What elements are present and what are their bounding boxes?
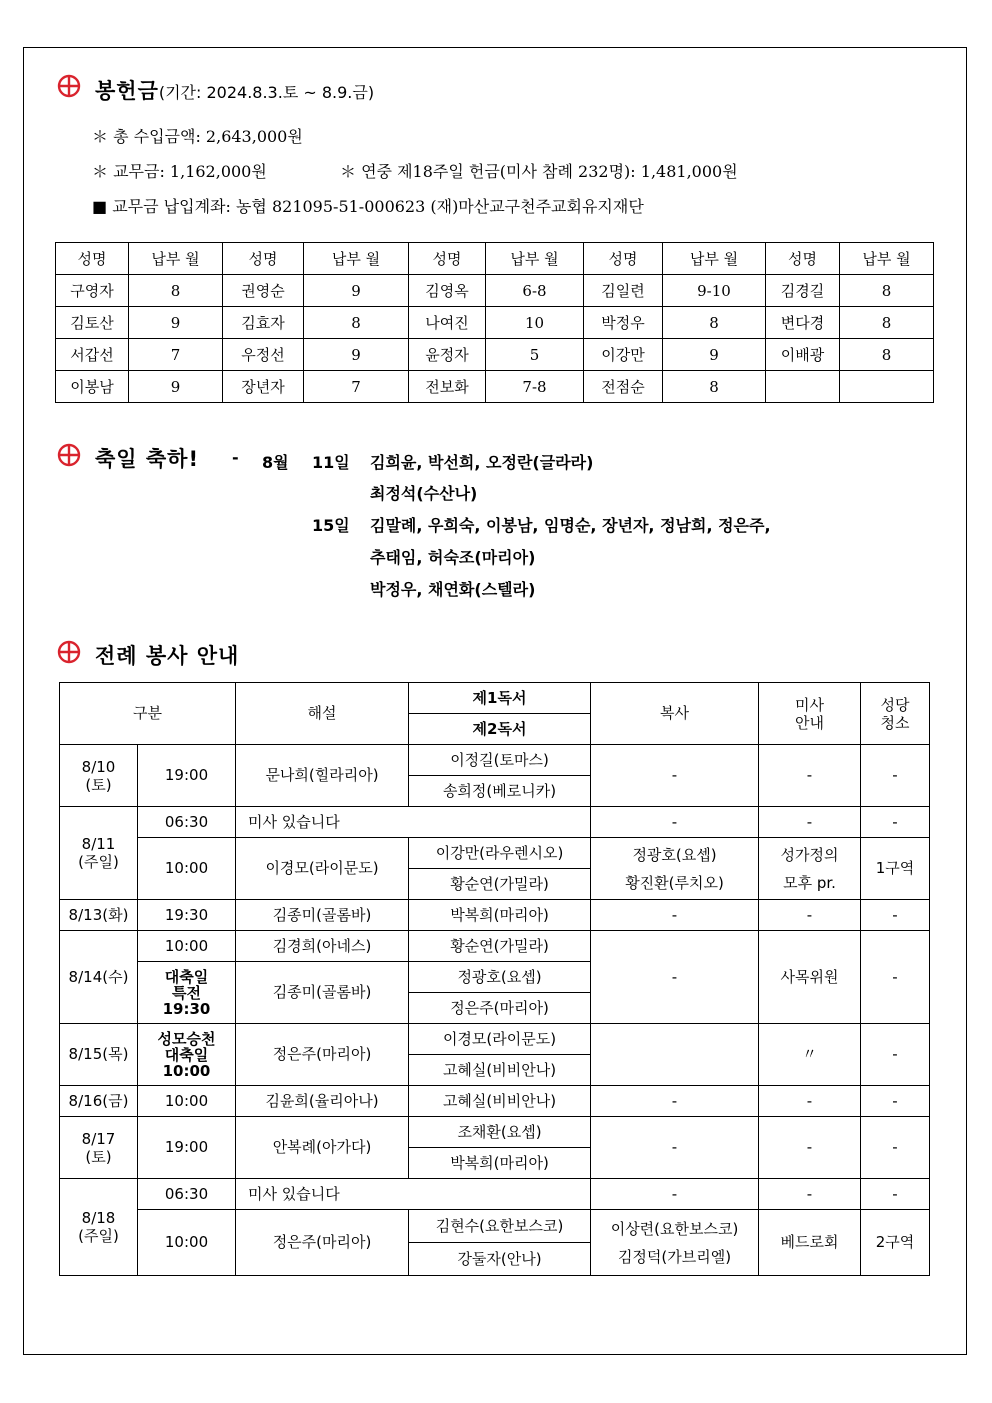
header-cell: 성명 xyxy=(223,243,304,275)
reading-cell: 이정길(토마스) xyxy=(409,745,591,776)
month-cell: 8 xyxy=(129,275,223,307)
server-cell: - xyxy=(591,745,759,807)
month-cell: 7-8 xyxy=(486,371,584,403)
name-cell: 김일련 xyxy=(584,275,663,307)
cleaning-cell: - xyxy=(861,745,930,807)
liturgy-table xyxy=(59,682,930,1276)
server-cell xyxy=(591,838,759,900)
name-cell xyxy=(766,371,840,403)
time-cell: 10:00 xyxy=(138,838,236,900)
table-row xyxy=(60,838,930,869)
feast-names: 최정석(수산나) xyxy=(370,484,478,503)
header-cell: 성명 xyxy=(409,243,486,275)
month-cell: 8 xyxy=(304,307,409,339)
date-line: 8/18 xyxy=(81,1209,116,1227)
server-cell: - xyxy=(591,807,759,838)
month-cell: 9-10 xyxy=(663,275,766,307)
table-row xyxy=(60,745,930,776)
time-cell: 10:00 xyxy=(138,1210,236,1276)
commentary-cell: 김종미(골롬바) xyxy=(236,962,409,1024)
table-row xyxy=(56,371,934,403)
header-commentary: 해설 xyxy=(236,683,409,745)
header-cell: 납부 월 xyxy=(663,243,766,275)
header-usher-l1: 미사 xyxy=(795,695,824,714)
header-cleaning-l2: 청소 xyxy=(880,713,910,732)
account-info: ■ 교무금 납입계좌: 농협 821095-51-000623 (재)마산교구천주교회유지재단 xyxy=(92,197,644,216)
usher-cell: 사목위원 xyxy=(759,931,861,1024)
table-row xyxy=(60,1117,930,1148)
name-cell: 변다경 xyxy=(766,307,840,339)
server-cell: - xyxy=(591,900,759,931)
sunday-offering: ＊ 연중 제18주일 헌금(미사 참례 232명): 1,481,000원 xyxy=(340,162,738,181)
month-cell: 8 xyxy=(840,307,934,339)
reading-cell: 고혜실(비비안나) xyxy=(409,1055,591,1086)
feast-title: 축일 축하! xyxy=(95,447,200,471)
special-line: 19:30 xyxy=(162,999,211,1018)
month-cell: 9 xyxy=(129,371,223,403)
table-row xyxy=(60,807,930,838)
month-cell: 8 xyxy=(663,307,766,339)
name-cell: 나여진 xyxy=(409,307,486,339)
reading-cell: 황순연(가밀라) xyxy=(409,931,591,962)
cleaning-cell: - xyxy=(861,900,930,931)
name-cell: 김효자 xyxy=(223,307,304,339)
name-cell: 장년자 xyxy=(223,371,304,403)
server-name: 김정덕(가브리엘) xyxy=(617,1247,732,1266)
cross-circle-icon xyxy=(57,640,81,664)
table-row xyxy=(56,339,934,371)
special-time-cell xyxy=(138,1024,236,1086)
offering-title-text: 봉헌금 xyxy=(95,79,159,103)
header-cell: 납부 월 xyxy=(304,243,409,275)
date-cell xyxy=(60,745,138,807)
dues-header-row xyxy=(56,243,934,275)
cross-circle-icon xyxy=(57,74,81,98)
liturgy-header-row xyxy=(60,683,930,714)
special-line: 대축일 xyxy=(164,1045,209,1064)
time-cell: 19:00 xyxy=(138,1117,236,1179)
server-cell: - xyxy=(591,1086,759,1117)
header-cell: 성명 xyxy=(766,243,840,275)
month-cell: 5 xyxy=(486,339,584,371)
no-mass-note: 미사 있습니다 xyxy=(236,807,591,838)
reading-cell: 고혜실(비비안나) xyxy=(409,1086,591,1117)
name-cell: 이봉남 xyxy=(56,371,129,403)
table-row xyxy=(60,931,930,962)
date-cell: 8/16(금) xyxy=(60,1086,138,1117)
header-category: 구분 xyxy=(60,683,236,745)
header-cell: 납부 월 xyxy=(486,243,584,275)
commentary-cell: 이경모(라이문도) xyxy=(236,838,409,900)
month-cell: 9 xyxy=(304,275,409,307)
server-name: 황진환(루치오) xyxy=(625,873,724,892)
time-cell: 06:30 xyxy=(138,807,236,838)
reading-cell: 황순연(가밀라) xyxy=(409,869,591,900)
date-cell xyxy=(60,807,138,900)
usher-cell: - xyxy=(759,1179,861,1210)
name-cell: 김경길 xyxy=(766,275,840,307)
usher-cell: - xyxy=(759,900,861,931)
name-cell: 박정우 xyxy=(584,307,663,339)
feast-month: 8월 xyxy=(262,453,289,472)
reading-cell: 박복희(마리아) xyxy=(409,1148,591,1179)
cleaning-cell: - xyxy=(861,1024,930,1086)
date-cell: 8/13(화) xyxy=(60,900,138,931)
name-cell: 김영옥 xyxy=(409,275,486,307)
usher-cell: - xyxy=(759,807,861,838)
table-row xyxy=(60,1210,930,1243)
total-income: ＊ 총 수입금액: 2,643,000원 xyxy=(92,127,303,146)
feast-names: 김말례, 우희숙, 이봉남, 임명순, 장년자, 정남희, 정은주, xyxy=(370,516,771,535)
date-cell xyxy=(60,1117,138,1179)
special-line: 10:00 xyxy=(162,1061,211,1080)
server-cell: - xyxy=(591,931,759,1024)
table-row xyxy=(60,1179,930,1210)
header-cleaning xyxy=(861,683,930,745)
commentary-cell: 김윤희(율리아나) xyxy=(236,1086,409,1117)
reading-cell: 박복희(마리아) xyxy=(409,900,591,931)
cleaning-cell: 1구역 xyxy=(861,838,930,900)
time-cell: 19:00 xyxy=(138,745,236,807)
dues-amount: ＊ 교무금: 1,162,000원 xyxy=(92,162,267,181)
header-usher-l2: 안내 xyxy=(795,713,824,732)
usher-line: 성가정의 xyxy=(780,845,839,864)
month-cell: 8 xyxy=(663,371,766,403)
name-cell: 구영자 xyxy=(56,275,129,307)
month-cell: 9 xyxy=(304,339,409,371)
commentary-cell: 김경희(아네스) xyxy=(236,931,409,962)
special-line: 특전 xyxy=(172,983,201,1002)
feast-day-15: 15일 xyxy=(312,516,350,535)
month-cell: 7 xyxy=(304,371,409,403)
commentary-cell: 정은주(마리아) xyxy=(236,1024,409,1086)
liturgy-title: 전례 봉사 안내 xyxy=(95,644,240,668)
usher-cell: - xyxy=(759,1086,861,1117)
date-line: 8/10 xyxy=(81,757,116,776)
cleaning-cell: - xyxy=(861,807,930,838)
no-mass-note: 미사 있습니다 xyxy=(236,1179,591,1210)
month-cell xyxy=(840,371,934,403)
name-cell: 서갑선 xyxy=(56,339,129,371)
usher-cell xyxy=(759,838,861,900)
month-cell: 9 xyxy=(663,339,766,371)
feast-names: 김희윤, 박선희, 오정란(글라라) xyxy=(370,453,594,472)
cross-circle-icon xyxy=(57,443,81,467)
feast-names: 추태임, 허숙조(마리아) xyxy=(370,548,536,567)
table-row xyxy=(56,275,934,307)
name-cell: 권영순 xyxy=(223,275,304,307)
month-cell: 8 xyxy=(840,275,934,307)
usher-cell: 〃 xyxy=(759,1024,861,1086)
month-cell: 10 xyxy=(486,307,584,339)
name-cell: 전보화 xyxy=(409,371,486,403)
header-cell: 납부 월 xyxy=(129,243,223,275)
offering-title xyxy=(95,75,374,105)
month-cell: 7 xyxy=(129,339,223,371)
header-cell: 납부 월 xyxy=(840,243,934,275)
name-cell: 김토산 xyxy=(56,307,129,339)
name-cell: 윤정자 xyxy=(409,339,486,371)
special-line: 성모승천 xyxy=(157,1029,216,1048)
cleaning-cell: - xyxy=(861,1179,930,1210)
table-row xyxy=(60,1024,930,1055)
date-line: (토) xyxy=(85,775,112,794)
reading-cell: 조채환(요셉) xyxy=(409,1117,591,1148)
commentary-cell: 문나희(힐라리아) xyxy=(236,745,409,807)
usher-cell: 베드로회 xyxy=(759,1210,861,1276)
server-name: 이상련(요한보스코) xyxy=(610,1219,739,1238)
server-cell: - xyxy=(591,1179,759,1210)
table-row xyxy=(56,307,934,339)
header-reading2: 제2독서 xyxy=(409,714,591,745)
server-cell xyxy=(591,1024,759,1086)
server-name: 정광호(요셉) xyxy=(632,845,717,864)
name-cell: 전점순 xyxy=(584,371,663,403)
time-cell: 06:30 xyxy=(138,1179,236,1210)
date-cell: 8/15(목) xyxy=(60,1024,138,1086)
reading-cell: 강둘자(안나) xyxy=(409,1243,591,1276)
reading-cell: 정은주(마리아) xyxy=(409,993,591,1024)
time-cell: 10:00 xyxy=(138,931,236,962)
feast-dash: - xyxy=(232,448,239,467)
header-reading1: 제1독서 xyxy=(409,683,591,714)
cleaning-cell: - xyxy=(861,931,930,1024)
feast-names: 박정우, 채연화(스텔라) xyxy=(370,580,536,599)
date-line: (주일) xyxy=(78,1227,119,1245)
month-cell: 6-8 xyxy=(486,275,584,307)
header-server: 복사 xyxy=(591,683,759,745)
month-cell: 9 xyxy=(129,307,223,339)
usher-cell: - xyxy=(759,1117,861,1179)
feast-day-11: 11일 xyxy=(312,453,350,472)
month-cell: 8 xyxy=(840,339,934,371)
cleaning-cell: - xyxy=(861,1117,930,1179)
date-line: 8/17 xyxy=(81,1129,116,1148)
usher-line: 모후 pr. xyxy=(783,873,836,892)
server-cell xyxy=(591,1210,759,1276)
commentary-cell: 정은주(마리아) xyxy=(236,1210,409,1276)
reading-cell: 송희정(베로니카) xyxy=(409,776,591,807)
cleaning-cell: 2구역 xyxy=(861,1210,930,1276)
header-usher xyxy=(759,683,861,745)
date-line: (토) xyxy=(85,1147,112,1166)
name-cell: 우정선 xyxy=(223,339,304,371)
table-row xyxy=(60,900,930,931)
dues-table xyxy=(55,242,934,403)
usher-cell: - xyxy=(759,745,861,807)
name-cell: 이배광 xyxy=(766,339,840,371)
time-cell: 10:00 xyxy=(138,1086,236,1117)
date-cell: 8/14(수) xyxy=(60,931,138,1024)
reading-cell: 이경모(라이문도) xyxy=(409,1024,591,1055)
date-line: (주일) xyxy=(78,853,119,871)
special-time-cell xyxy=(138,962,236,1024)
date-line: 8/11 xyxy=(81,835,116,853)
reading-cell: 김현수(요한보스코) xyxy=(409,1210,591,1243)
special-line: 대축일 xyxy=(164,967,209,986)
header-cleaning-l1: 성당 xyxy=(880,695,910,714)
table-row xyxy=(60,1086,930,1117)
offering-period: (기간: 2024.8.3.토 ~ 8.9.금) xyxy=(158,83,375,102)
reading-cell: 정광호(요셉) xyxy=(409,962,591,993)
commentary-cell: 김종미(골롬바) xyxy=(236,900,409,931)
server-cell: - xyxy=(591,1117,759,1179)
cleaning-cell: - xyxy=(861,1086,930,1117)
time-cell: 19:30 xyxy=(138,900,236,931)
header-cell: 성명 xyxy=(56,243,129,275)
date-cell xyxy=(60,1179,138,1276)
commentary-cell: 안복례(아가다) xyxy=(236,1117,409,1179)
header-cell: 성명 xyxy=(584,243,663,275)
name-cell: 이강만 xyxy=(584,339,663,371)
reading-cell: 이강만(라우렌시오) xyxy=(409,838,591,869)
